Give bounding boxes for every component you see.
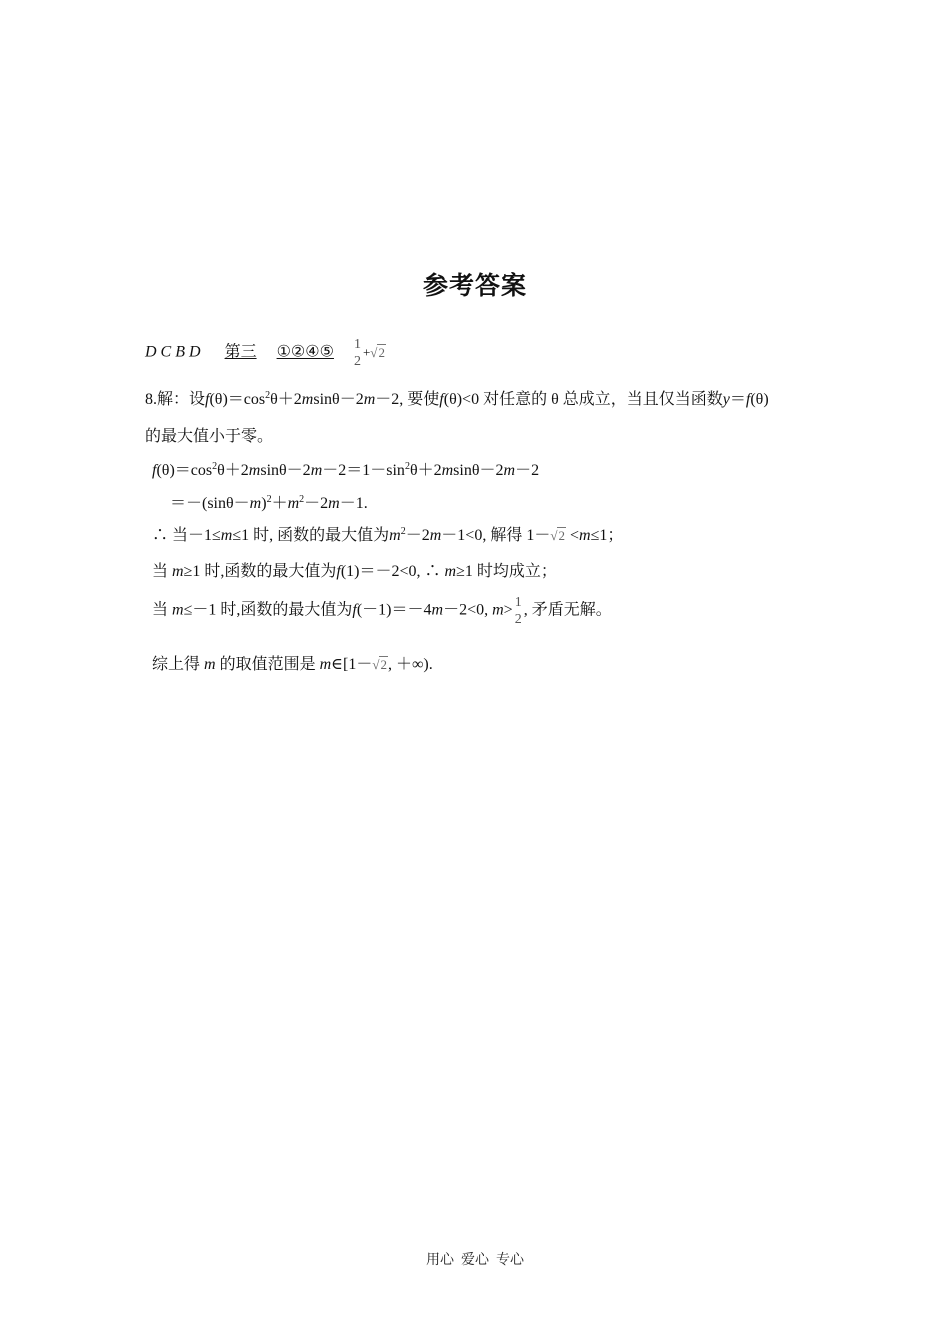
sqrt-symbol: √2 bbox=[370, 345, 385, 360]
sqrt-symbol: √2 bbox=[550, 528, 565, 544]
solution-line-3: $f(\theta)=\cos^2\theta+2msin\theta-2m-2=1-\sin^2\theta+2msin\theta-2m-2$ bbox=[152, 461, 540, 479]
fraction-one-half: 1 2 bbox=[353, 337, 361, 369]
solution-line-1: 8.解：设$f(\theta)=\cos^2\theta+2msin\theta-2m-2$, 要使f(θ)<0 对任意的 θ 总成立，当且仅当函数y＝f(θ) bbox=[145, 390, 769, 408]
fill-answer-2: ①②④⑤ bbox=[276, 343, 334, 361]
sqrt-symbol: √2 bbox=[372, 657, 387, 673]
solution-line-2: 的最大值小于零。 bbox=[145, 428, 274, 445]
solution-line-6: 当 m≥1 时,函数的最大值为f(1)＝－2<0, ∴ m≥1 时均成立； bbox=[152, 563, 557, 580]
page-title: 参考答案 bbox=[422, 271, 527, 300]
solution-line-8: 综上得 m 的取值范围是 m∈[1－√2, ＋∞). bbox=[152, 656, 433, 673]
page-footer: 用心 爱心 专心 bbox=[426, 1253, 524, 1268]
plus-sign: + bbox=[362, 344, 371, 360]
fill-answer-1: 第三 bbox=[224, 343, 257, 361]
solution-line-4: $=-(\sin\theta-m)^2+m^2-2m-1$. bbox=[170, 494, 368, 512]
answer-summary-line bbox=[145, 336, 386, 370]
choice-answers: D C B D bbox=[145, 343, 201, 361]
fraction-one-half: 1 2 bbox=[514, 595, 522, 627]
solution-line-5: ∴ 当－1≤m≤1 时, 函数的最大值为$m^2-2m-1<0$, 解得 1－√2 <m≤1； bbox=[152, 526, 624, 544]
solution-line-7: 当 m≤－1 时,函数的最大值为f(－1)＝－4m－2<0, m> 1 2 , 矛盾无解。 bbox=[152, 595, 612, 627]
